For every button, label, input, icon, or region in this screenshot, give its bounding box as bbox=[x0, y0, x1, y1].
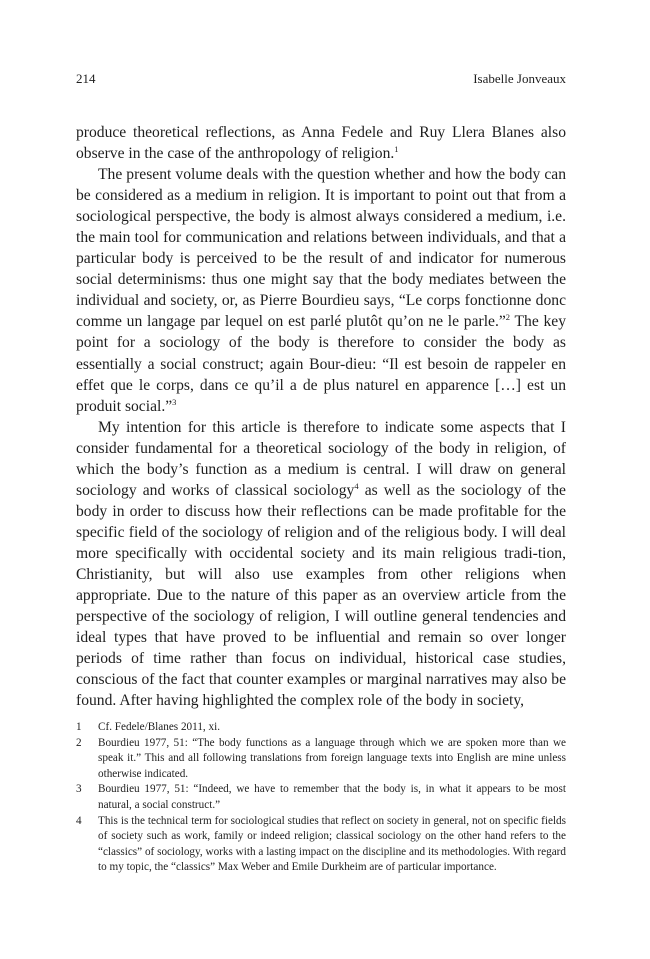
footnotes bbox=[76, 720, 566, 876]
footnote-text: Cf. Fedele/Blanes 2011, xi. bbox=[98, 721, 221, 733]
footnote bbox=[76, 720, 566, 736]
body-paragraph bbox=[76, 164, 566, 417]
footnote-number: 2 bbox=[76, 736, 82, 749]
footnote-number: 3 bbox=[76, 783, 82, 796]
body-paragraph bbox=[76, 122, 566, 164]
footnote-ref: 3 bbox=[172, 396, 177, 407]
footnote-ref: 2 bbox=[505, 312, 511, 323]
footnote-number: 4 bbox=[76, 814, 82, 827]
body-text-run: The present volume deals with the question whether and how the body can be considered as a medium in religion. It is important to point out that from a sociological perspective, the body is almost always considered a medium, i.e. the main tool for communication and relations between individuals, and that a particular body is perceived to be the result of and indicator for numerous social determinisms: thus one might say that the body mediates between the individual and society, or, as Pierre Bourdieu says, “Le corps fonctionne donc comme un langage par lequel on est parlé plutôt qu’on ne le parle.” bbox=[76, 166, 566, 331]
footnote-text: This is the technical term for sociological studies that reflect on society in general, not on specific fields of society such as work, family or indeed religion; classical sociology on the other hand refers to the “classics” of sociology, works with a lasting impact on the discipline and its methodologies. With regard to my topic, the “classics” Max Weber and Emile Durkheim are of particular importance. bbox=[98, 814, 566, 874]
footnote bbox=[76, 814, 566, 876]
footnote bbox=[76, 736, 566, 783]
footnote-ref: 1 bbox=[394, 143, 399, 154]
body-text-run: My intention for this article is therefore to indicate some aspects that I consider fundamental for a theoretical sociology of the body in religion, of which the body’s function as a medium is central. I will draw on general sociology and works of classical sociology bbox=[76, 418, 566, 499]
running-header bbox=[76, 70, 566, 88]
body-text-run: produce theoretical reflections, as Anna Fedele and Ruy Llera Blanes also observe in the case of the anthropology of religion. bbox=[76, 124, 566, 163]
body-text-run: as well as the sociology of the body in order to discuss how their reflections can be made profitable for the specific field of the sociology of religion and of the religious body. I will deal more specifically with occidental society and its main religious tradi-tion, Christianity, but will also use examples from other religions when appropriate. Due to the nature of this paper as an overview article from the perspective of the sociology of religion, I will outline general tendencies and ideal types that have proved to be influential and remain so over longer periods of time rather than focus on individual, historical case studies, conscious of the fact that counter examples or marginal narratives may also be found. After having highlighted the complex role of the body in society, bbox=[76, 481, 566, 710]
body-text bbox=[76, 122, 566, 711]
page-number: 214 bbox=[76, 71, 96, 86]
body-text-run: The key point for a sociology of the body is therefore to consider the body as essentially a social construct; again Bour-dieu: “Il est besoin de rappeler en effet que le corps, dans ce qu’il a de plus naturel en apparence […] est un produit social.” bbox=[76, 313, 567, 415]
footnote-number: 1 bbox=[76, 721, 82, 733]
footnote-ref: 4 bbox=[354, 480, 359, 491]
running-author: Isabelle Jonveaux bbox=[473, 71, 566, 86]
footnote-text: Bourdieu 1977, 51: “Indeed, we have to remember that the body is, in what it appears to be most natural, a social construct.” bbox=[98, 783, 566, 811]
book-page bbox=[76, 70, 567, 874]
footnote-text: Bourdieu 1977, 51: “The body functions as a language through which we are spoken more than we speak it.” This and all following translations from foreign language texts into English are mine unless otherwise indicated. bbox=[98, 736, 566, 780]
footnote bbox=[76, 782, 566, 813]
body-paragraph bbox=[76, 417, 566, 712]
